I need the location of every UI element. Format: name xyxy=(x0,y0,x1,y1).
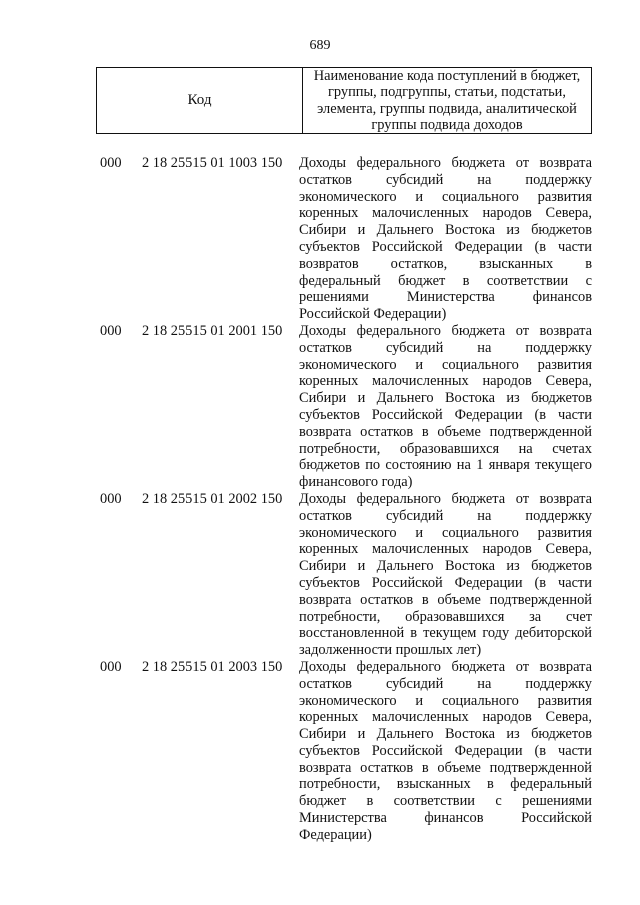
header-code-cell: Код xyxy=(97,68,303,133)
admin-code: 000 xyxy=(100,658,122,675)
income-code: 2 18 25515 01 1003 150 xyxy=(142,155,283,171)
income-code-name: Доходы федерального бюджета от возврата остатков субсидий на поддержку экономического и социального развития коренных малочисленных народов Севера, Сибири и Дальнего Востока из бюджетов субъектов Российской Федерации (в части возвратов остатков, взысканных в федеральный бюджет в соответствии с решениями Министерства финансов Российской Федерации) xyxy=(299,155,592,323)
table-row xyxy=(96,491,592,659)
income-code: 2 18 25515 01 2002 150 xyxy=(142,490,283,507)
admin-code: 000 xyxy=(100,490,122,507)
admin-code: 000 xyxy=(100,155,122,171)
income-code-list xyxy=(96,155,592,844)
table-row xyxy=(96,659,592,844)
income-code-name: Доходы федерального бюджета от возврата остатков субсидий на поддержку экономического и социального развития коренных малочисленных народов Севера, Сибири и Дальнего Востока из бюджетов субъектов Российской Федерации (в части возврата остатков в объеме подтвержденной потребности, образовавшихся за счет восстановленной в текущем году дебиторской задолженности прошлых лет) xyxy=(299,490,592,659)
table-row xyxy=(96,323,592,491)
page-number: 689 xyxy=(309,38,331,53)
table-row xyxy=(96,155,592,323)
header-name-cell: Наименование кода поступлений в бюджет, группы, подгруппы, статьи, подстатьи, элемента, группы подвида, аналитической группы подвида доходов xyxy=(313,67,581,133)
admin-code: 000 xyxy=(100,322,122,339)
table-header xyxy=(96,67,592,134)
income-code-name: Доходы федерального бюджета от возврата остатков субсидий на поддержку экономического и социального развития коренных малочисленных народов Севера, Сибири и Дальнего Востока из бюджетов субъектов Российской Федерации (в части возврата остатков в объеме подтвержденной потребности, взысканных в федеральный бюджет в соответствии с решениями Министерства финансов Российской Федерации) xyxy=(299,658,592,843)
income-code: 2 18 25515 01 2001 150 xyxy=(142,322,283,339)
income-code-name: Доходы федерального бюджета от возврата остатков субсидий на поддержку экономического и социального развития коренных малочисленных народов Севера, Сибири и Дальнего Востока из бюджетов субъектов Российской Федерации (в части возврата остатков в объеме подтвержденной потребности, образовавшихся на счетах бюджетов по состоянию на 1 января текущего финансового года) xyxy=(299,322,592,491)
income-code: 2 18 25515 01 2003 150 xyxy=(142,658,283,675)
